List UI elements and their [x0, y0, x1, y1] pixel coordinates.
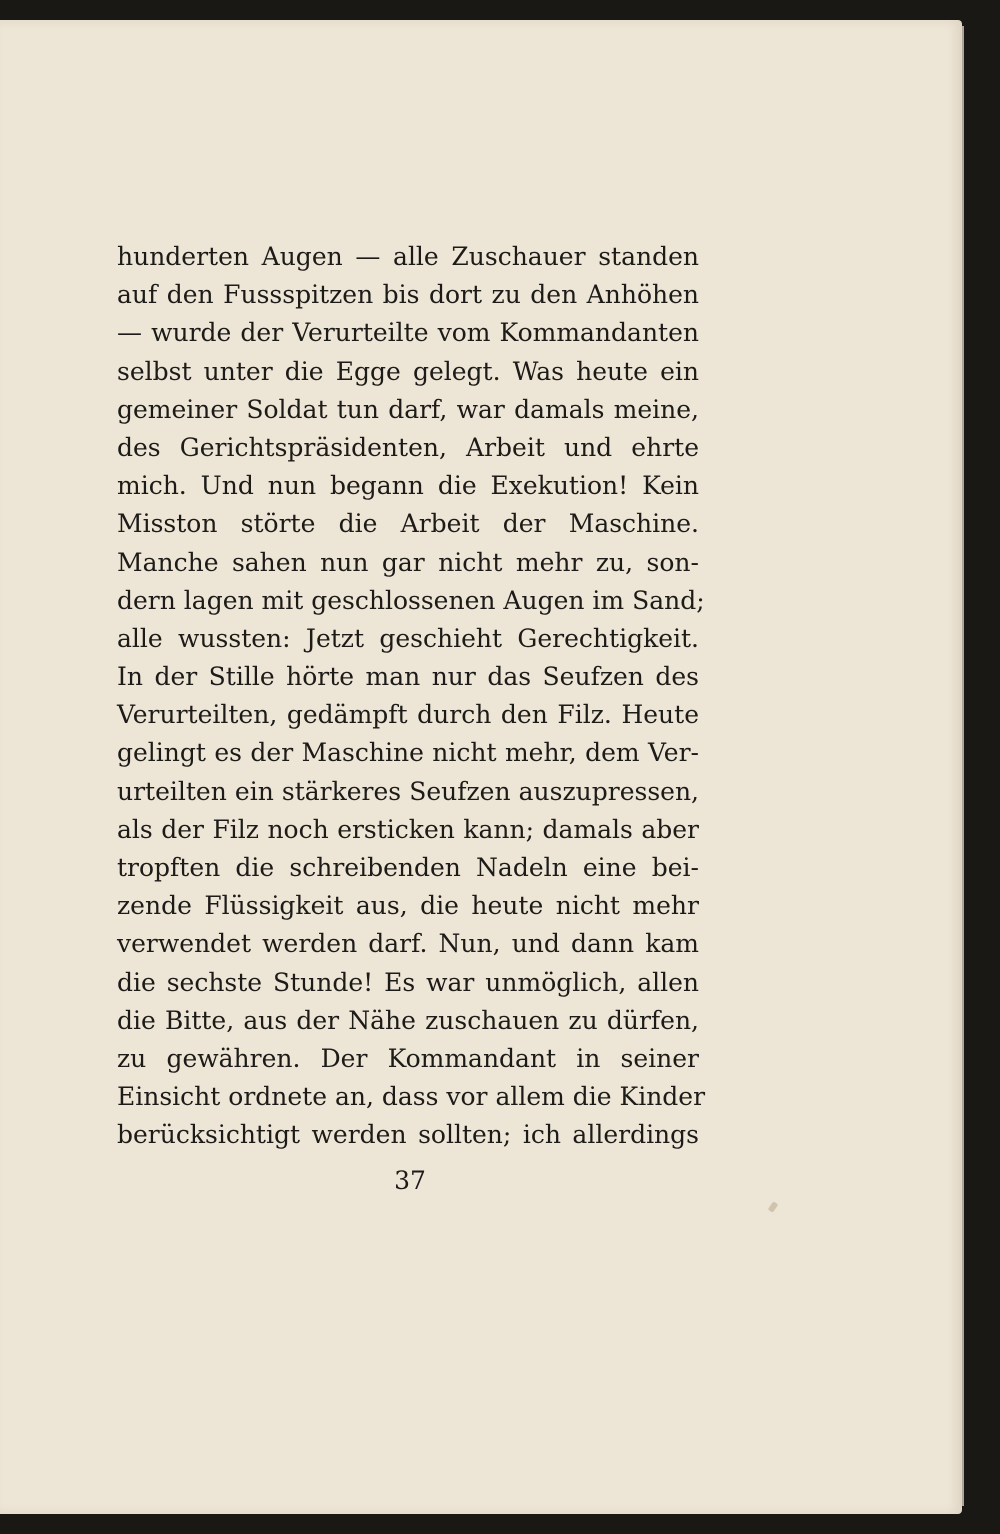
- text-line-20: die sechste Stunde! Es war unmöglich, allen: [117, 967, 699, 997]
- text-line-22: zu gewähren. Der Kommandant in seiner: [117, 1043, 699, 1073]
- text-line-21: die Bitte, aus der Nähe zuschauen zu dürfen,: [117, 1005, 699, 1035]
- text-line-1: hunderten Augen — alle Zuschauer standen: [117, 242, 699, 271]
- text-line-13: Verurteilten, gedämpft durch den Filz. Heute: [117, 700, 699, 730]
- text-line-8: Misston störte die Arbeit der Maschine.: [117, 509, 699, 539]
- text-line-7: mich. Und nun begann die Exekution! Kein: [117, 471, 699, 501]
- page-number: 37: [394, 1166, 426, 1195]
- text-line-18: zende Flüssigkeit aus, die heute nicht mehr: [117, 891, 699, 921]
- text-line-6: des Gerichtspräsidenten, Arbeit und ehrte: [117, 432, 699, 462]
- text-line-24: berücksichtigt werden sollten; ich allerdings: [117, 1120, 699, 1150]
- text-line-16: als der Filz noch ersticken kann; damals aber: [117, 814, 699, 844]
- text-line-2: auf den Fussspitzen bis dort zu den Anhöhen: [117, 280, 699, 310]
- body-text: [117, 238, 706, 1155]
- text-line-4: selbst unter die Egge gelegt. Was heute ein: [117, 356, 699, 386]
- text-line-11: alle wussten: Jetzt geschieht Gerechtigkeit.: [117, 623, 699, 653]
- text-line-19: verwendet werden darf. Nun, und dann kam: [117, 929, 699, 959]
- paper-page: [0, 20, 962, 1514]
- text-line-10: dern lagen mit geschlossenen Augen im Sand;: [117, 585, 705, 615]
- text-line-12: In der Stille hörte man nur das Seufzen des: [117, 662, 699, 692]
- text-line-23: Einsicht ordnete an, dass vor allem die Kinder: [117, 1082, 706, 1112]
- text-line-5: gemeiner Soldat tun darf, war damals meine,: [117, 394, 699, 424]
- text-line-3: — wurde der Verurteilte vom Kommandanten: [117, 318, 699, 348]
- text-line-17: tropften die schreibenden Nadeln eine bei-: [117, 853, 699, 882]
- page-edge-shadow: [960, 26, 964, 1506]
- paper-speck: [768, 1201, 779, 1213]
- text-line-9: Manche sahen nun gar nicht mehr zu, son-: [117, 547, 699, 577]
- text-line-15: urteilten ein stärkeres Seufzen auszupressen,: [117, 776, 699, 806]
- text-line-14: gelingt es der Maschine nicht mehr, dem Ver-: [117, 738, 699, 768]
